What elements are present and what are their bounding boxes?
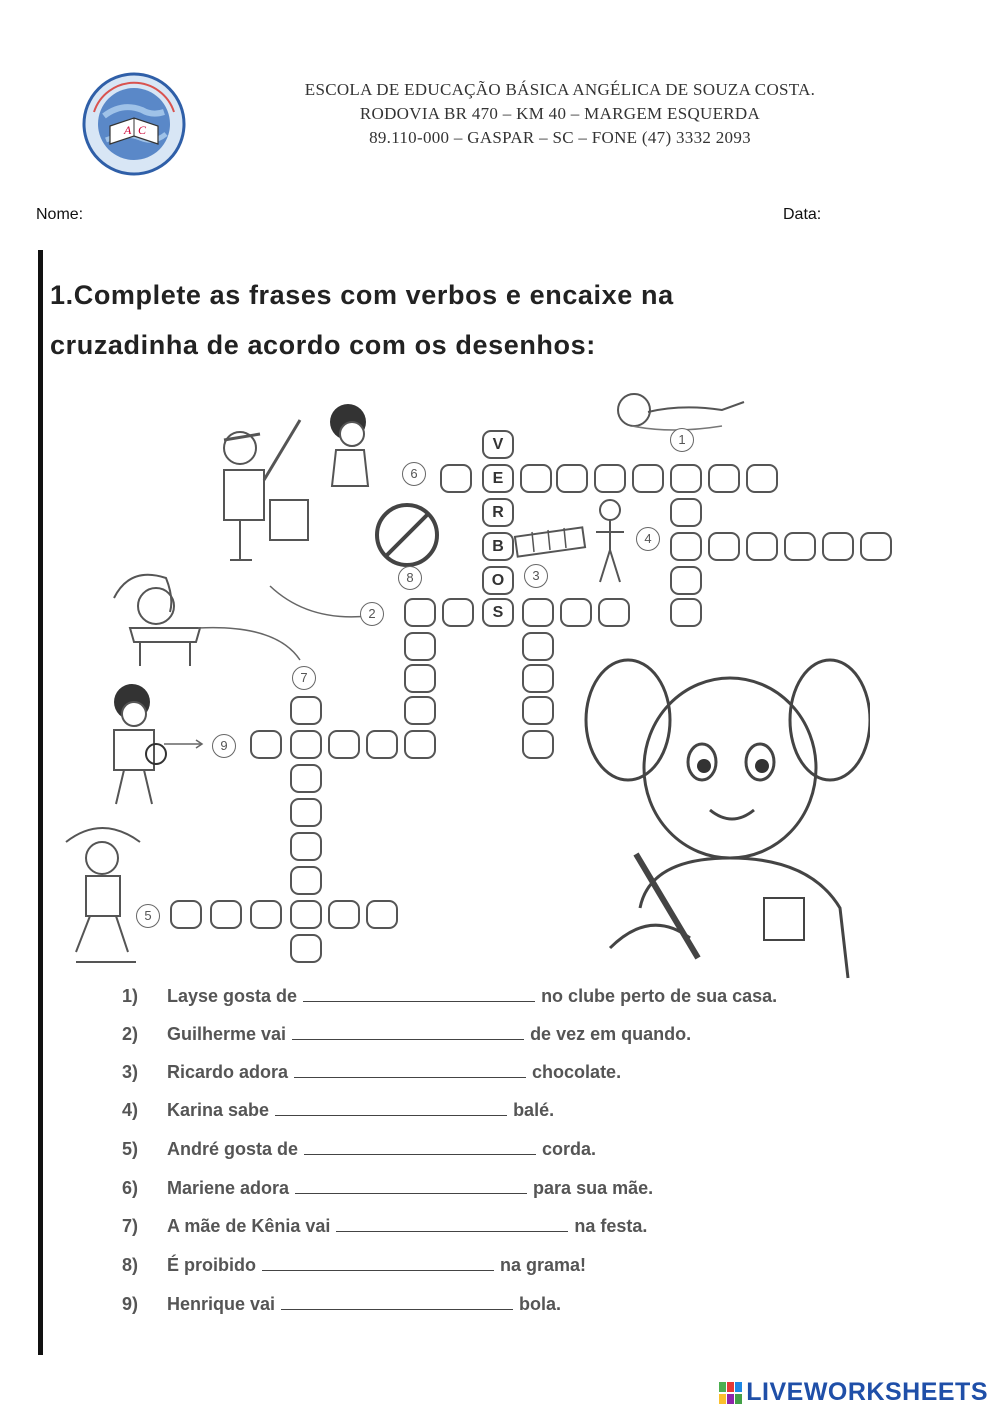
school-name: ESCOLA DE EDUCAÇÃO BÁSICA ANGÉLICA DE SOUZA COSTA. — [304, 80, 816, 99]
crossword-cell[interactable] — [708, 464, 740, 493]
school-address: RODOVIA BR 470 – KM 40 – MARGEM ESQUERDA — [359, 104, 761, 123]
date-label: Data: — [783, 206, 822, 223]
sentence-1 — [122, 985, 777, 1007]
boy-soccer-icon — [94, 680, 204, 810]
sentence-number: 3) — [122, 1062, 139, 1082]
crossword-cell[interactable] — [598, 598, 630, 627]
sentence-number: 5) — [122, 1139, 139, 1159]
sentence-start: É proibido — [167, 1255, 256, 1275]
sentence-start: A mãe de Kênia vai — [167, 1216, 331, 1236]
chocolate-bar-icon — [512, 522, 588, 562]
sentence-end: bola. — [519, 1294, 562, 1314]
sentence-number: 2) — [122, 1024, 139, 1044]
arrow-to-7-icon — [196, 624, 316, 664]
sentence-5 — [122, 1138, 596, 1160]
answer-blank[interactable] — [303, 985, 535, 1002]
girl-cooking-icon — [318, 400, 398, 490]
crossword-cell[interactable] — [328, 730, 360, 759]
crossword-cell[interactable] — [250, 730, 282, 759]
sentence-7 — [122, 1215, 647, 1237]
clue-number-8: 8 — [398, 566, 422, 590]
sentence-9 — [122, 1293, 561, 1315]
sentence-end: balé. — [513, 1100, 555, 1120]
answer-blank[interactable] — [336, 1215, 568, 1232]
crossword-cell[interactable] — [404, 632, 436, 661]
verbos-letter-cell: B — [482, 532, 514, 561]
answer-blank[interactable] — [295, 1177, 527, 1194]
sentence-number: 4) — [122, 1100, 139, 1120]
crossword-cell[interactable] — [556, 464, 588, 493]
clue-number-1: 1 — [670, 428, 694, 452]
crossword-cell[interactable] — [290, 730, 322, 759]
crossword-cell[interactable] — [594, 464, 626, 493]
sentence-number: 1) — [122, 986, 139, 1006]
verbos-letter-cell: O — [482, 566, 514, 595]
sentence-end: na festa. — [574, 1216, 648, 1236]
liveworksheets-logo[interactable] — [719, 1378, 988, 1407]
sentence-end: no clube perto de sua casa. — [541, 986, 778, 1006]
crossword-cell[interactable] — [290, 934, 322, 963]
clue-number-3: 3 — [524, 564, 548, 588]
sentence-start: Ricardo adora — [167, 1062, 289, 1082]
sentence-end: chocolate. — [532, 1062, 622, 1082]
crossword-cell[interactable] — [670, 464, 702, 493]
sentence-end: corda. — [542, 1139, 597, 1159]
crossword-cell[interactable] — [670, 566, 702, 595]
crossword-cell[interactable] — [522, 632, 554, 661]
sentence-6 — [122, 1177, 653, 1199]
crossword-cell[interactable] — [522, 664, 554, 693]
clue-number-4: 4 — [636, 527, 660, 551]
answer-blank[interactable] — [304, 1138, 536, 1155]
name-label: Nome: — [36, 206, 84, 223]
crossword-cell[interactable] — [290, 900, 322, 929]
crossword-cell[interactable] — [290, 764, 322, 793]
clue-number-2: 2 — [360, 602, 384, 626]
crossword-cell[interactable] — [404, 598, 436, 627]
sentence-3 — [122, 1061, 621, 1083]
crossword-cell[interactable] — [560, 598, 592, 627]
clue-number-5: 5 — [136, 904, 160, 928]
answer-blank[interactable] — [262, 1254, 494, 1271]
no-walking-sign-icon — [372, 500, 442, 570]
crossword-cell[interactable] — [404, 730, 436, 759]
sentence-start: Layse gosta de — [167, 986, 298, 1006]
crossword-cell[interactable] — [670, 498, 702, 527]
crossword-cell[interactable] — [328, 900, 360, 929]
crossword-cell[interactable] — [522, 730, 554, 759]
sentence-2 — [122, 1023, 691, 1045]
sentence-end: de vez em quando. — [530, 1024, 692, 1044]
liveworksheets-icon — [719, 1382, 743, 1404]
crossword-cell[interactable] — [290, 696, 322, 725]
crossword-cell[interactable] — [170, 900, 202, 929]
school-contact: 89.110-000 – GASPAR – SC – FONE (47) 3332 2093 — [369, 128, 751, 147]
sentence-start: André gosta de — [167, 1139, 299, 1159]
clue-number-7: 7 — [292, 666, 316, 690]
sentence-start: Mariene adora — [167, 1178, 290, 1198]
boy-jumping-rope-icon — [56, 822, 166, 982]
crossword-cell[interactable] — [860, 532, 892, 561]
crossword-cell[interactable] — [520, 464, 552, 493]
crossword-cell[interactable] — [522, 696, 554, 725]
clue-number-9: 9 — [212, 734, 236, 758]
crossword-cell[interactable] — [746, 464, 778, 493]
crossword-cell[interactable] — [670, 598, 702, 627]
crossword-cell[interactable] — [522, 598, 554, 627]
sentence-8 — [122, 1254, 586, 1276]
crossword-grid — [0, 370, 1000, 990]
crossword-cell[interactable] — [210, 900, 242, 929]
sentence-end: para sua mãe. — [533, 1178, 654, 1198]
verbos-letter-cell: S — [482, 598, 514, 627]
sentence-start: Henrique vai — [167, 1294, 276, 1314]
crossword-cell[interactable] — [822, 532, 854, 561]
crossword-cell[interactable] — [290, 798, 322, 827]
girl-writing-icon — [580, 658, 870, 988]
crossword-cell[interactable] — [784, 532, 816, 561]
brand-name: LIVEWORKSHEETS — [746, 1378, 988, 1406]
answer-blank[interactable] — [292, 1023, 524, 1040]
crossword-cell[interactable] — [290, 832, 322, 861]
answer-blank[interactable] — [275, 1099, 507, 1116]
crossword-cell[interactable] — [290, 866, 322, 895]
crossword-cell[interactable] — [250, 900, 282, 929]
boy-painting-icon — [200, 410, 320, 570]
crossword-cell[interactable] — [442, 598, 474, 627]
verbos-letter-cell: R — [482, 498, 514, 527]
crossword-cell[interactable] — [708, 532, 740, 561]
crossword-cell[interactable] — [746, 532, 778, 561]
crossword-cell[interactable] — [670, 532, 702, 561]
crossword-cell[interactable] — [632, 464, 664, 493]
crossword-cell[interactable] — [366, 900, 398, 929]
sentence-number: 7) — [122, 1216, 139, 1236]
crossword-cell[interactable] — [366, 730, 398, 759]
crossword-cell[interactable] — [404, 696, 436, 725]
svg-text:C: C — [138, 123, 147, 137]
instruction-line-2: cruzadinha de acordo com os desenhos: — [50, 330, 596, 360]
sentence-number: 8) — [122, 1255, 139, 1275]
sentence-number: 9) — [122, 1294, 139, 1314]
crossword-cell[interactable] — [404, 664, 436, 693]
answer-blank[interactable] — [281, 1293, 513, 1310]
verbos-letter-cell: V — [482, 430, 514, 459]
school-logo — [82, 72, 186, 176]
sentence-start: Karina sabe — [167, 1100, 270, 1120]
instruction-line-1: 1.Complete as frases com verbos e encaixe na — [50, 280, 674, 310]
answer-blank[interactable] — [294, 1061, 526, 1078]
sentence-start: Guilherme vai — [167, 1024, 287, 1044]
ballet-girl-icon — [588, 496, 638, 586]
sentence-4 — [122, 1099, 554, 1121]
sentence-end: na grama! — [500, 1255, 587, 1275]
svg-text:A: A — [124, 123, 132, 137]
verbos-letter-cell: E — [482, 464, 514, 493]
sentence-number: 6) — [122, 1178, 139, 1198]
crossword-cell[interactable] — [440, 464, 472, 493]
clue-number-6: 6 — [402, 462, 426, 486]
